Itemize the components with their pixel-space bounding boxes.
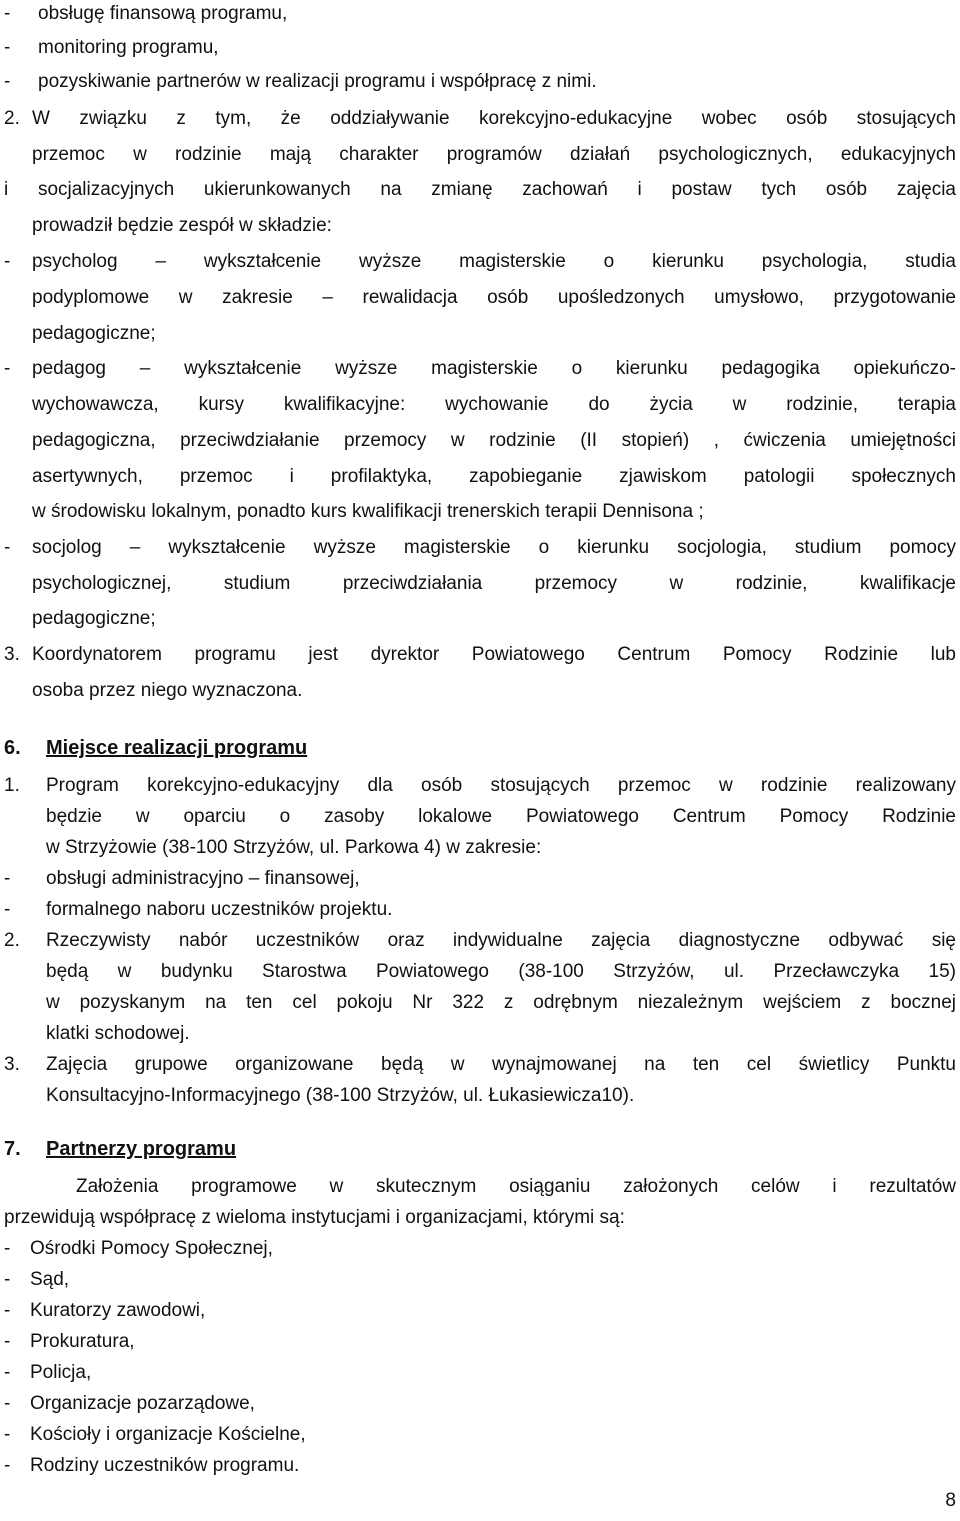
line-text: podyplomowe w zakresie – rewalidacja osób upośledzonych umysłowo, przygotowanie — [32, 287, 956, 308]
line-marker: 7. — [4, 1138, 21, 1160]
line-marker: 1. — [4, 775, 20, 796]
text-line — [0, 388, 960, 422]
text-line — [0, 245, 960, 279]
text-line — [0, 1048, 960, 1082]
line-text: Założenia programowe w skutecznym osiąganiu założonych celów i rezultatów — [76, 1176, 956, 1197]
text-line — [0, 1017, 960, 1051]
line-marker: - — [4, 537, 11, 558]
line-text: przemoc w rodzinie mają charakter programów działań psychologicznych, edukacyjnych — [32, 144, 956, 165]
text-line — [0, 281, 960, 315]
text-line — [0, 317, 960, 351]
line-text: Rzeczywisty nabór uczestników oraz indywidualne zajęcia diagnostyczne odbywać się — [46, 930, 956, 951]
text-line — [0, 102, 960, 136]
page-number: 8 — [945, 1490, 956, 1511]
line-text: osoba przez niego wyznaczona. — [32, 680, 303, 701]
line-marker: 3. — [4, 644, 20, 665]
line-text: Koordynatorem programu jest dyrektor Powiatowego Centrum Pomocy Rodzinie lub — [32, 644, 956, 665]
line-text: wychowawcza, kursy kwalifikacyjne: wychowanie do życia w rodzinie, terapia — [32, 394, 956, 415]
text-line — [0, 1387, 960, 1421]
line-text: obsługę finansową programu, — [38, 3, 288, 24]
line-text: obsługi administracyjno – finansowej, — [46, 868, 360, 889]
line-marker: - — [4, 1362, 11, 1383]
line-text: Ośrodki Pomocy Społecznej, — [30, 1238, 273, 1259]
line-marker: 2. — [4, 930, 20, 951]
text-line — [0, 924, 960, 958]
text-line — [0, 0, 960, 31]
line-marker: - — [4, 1393, 11, 1414]
line-text: w pozyskanym na ten cel pokoju Nr 322 z odrębnym niezależnym wejściem z bocznej — [46, 992, 956, 1013]
line-text: Rodziny uczestników programu. — [30, 1455, 300, 1476]
line-marker: - — [4, 251, 11, 272]
text-line — [0, 531, 960, 565]
line-text: socjolog – wykształcenie wyższe magisterskie o kierunku socjologia, studium pomocy — [32, 537, 956, 558]
line-text: psychologicznej, studium przeciwdziałania przemocy w rodzinie, kwalifikacje — [32, 573, 956, 594]
line-marker: 6. — [4, 737, 21, 759]
text-line — [0, 567, 960, 601]
line-text: pedagogiczne; — [32, 608, 156, 629]
line-marker: 3. — [4, 1054, 20, 1075]
text-line — [0, 1232, 960, 1266]
line-text: formalnego naboru uczestników projektu. — [46, 899, 393, 920]
line-text: Program korekcyjno-edukacyjny dla osób stosujących przemoc w rodzinie realizowany — [46, 775, 956, 796]
line-text: monitoring programu, — [38, 37, 219, 58]
line-text: przewidują współpracę z wieloma instytucjami i organizacjami, którymi są: — [4, 1207, 625, 1228]
text-line — [0, 986, 960, 1020]
line-text: pedagogiczne; — [32, 323, 156, 344]
text-line — [0, 602, 960, 636]
line-text: W związku z tym, że oddziaływanie korekcyjno-edukacyjne wobec osób stosujących — [32, 108, 956, 129]
text-line — [0, 460, 960, 494]
line-marker: - — [4, 1300, 11, 1321]
line-marker: - — [4, 868, 11, 889]
line-text: będzie w oparciu o zasoby lokalowe Powiatowego Centrum Pomocy Rodzinie — [46, 806, 956, 827]
line-marker: - — [4, 1238, 11, 1259]
text-line — [0, 769, 960, 803]
line-text: Sąd, — [30, 1269, 70, 1290]
text-line — [0, 1449, 960, 1483]
line-text: pedagogiczna, przeciwdziałanie przemocy w rodzinie (II stopień) , ćwiczenia umiejętności — [32, 430, 956, 451]
line-text: Kuratorzy zawodowi, — [30, 1300, 206, 1321]
line-marker: 2. — [4, 108, 20, 129]
text-line — [0, 955, 960, 989]
line-text: Organizacje pozarządowe, — [30, 1393, 255, 1414]
line-text: klatki schodowej. — [46, 1023, 190, 1044]
line-marker: - — [4, 3, 11, 24]
line-text: będą w budynku Starostwa Powiatowego (38-100 Strzyżów, ul. Przecławczyka 15) — [46, 961, 956, 982]
line-marker: - — [4, 1424, 11, 1445]
text-line — [0, 893, 960, 927]
section-heading — [0, 1132, 960, 1166]
line-text: w środowisku lokalnym, ponadto kurs kwalifikacji trenerskich terapii Dennisona ; — [32, 501, 704, 522]
text-line — [0, 1356, 960, 1390]
line-marker: - — [4, 71, 11, 92]
heading-text: Miejsce realizacji programu — [46, 737, 308, 759]
text-line — [0, 1263, 960, 1297]
text-line — [0, 831, 960, 865]
line-text: w Strzyżowie (38-100 Strzyżów, ul. Parkowa 4) w zakresie: — [46, 837, 542, 858]
line-marker: - — [4, 358, 11, 379]
text-line — [0, 1201, 960, 1235]
line-marker: - — [4, 1455, 11, 1476]
line-text: Konsultacyjno-Informacyjnego (38-100 Strzyżów, ul. Łukasiewicza10). — [46, 1085, 635, 1106]
text-line — [0, 862, 960, 896]
text-line — [0, 1294, 960, 1328]
line-text: Kościoły i organizacje Kościelne, — [30, 1424, 306, 1445]
text-line — [0, 209, 960, 243]
section-heading — [0, 731, 960, 765]
text-line — [0, 638, 960, 672]
text-line — [0, 1325, 960, 1359]
line-text: prowadził będzie zespół w składzie: — [32, 215, 332, 236]
line-text: pozyskiwanie partnerów w realizacji programu i współpracę z nimi. — [38, 71, 597, 92]
text-line — [0, 1170, 960, 1204]
line-text: pedagog – wykształcenie wyższe magisterskie o kierunku pedagogika opiekuńczo- — [32, 358, 956, 379]
text-line — [0, 1079, 960, 1113]
line-text: Zajęcia grupowe organizowane będą w wynajmowanej na ten cel świetlicy Punktu — [46, 1054, 956, 1075]
text-line — [0, 1418, 960, 1452]
line-marker: - — [4, 37, 11, 58]
text-line — [0, 352, 960, 386]
line-text: asertywnych, przemoc i profilaktyka, zapobieganie zjawiskom patologii społecznych — [32, 466, 956, 487]
text-line — [0, 424, 960, 458]
line-marker: - — [4, 1331, 11, 1352]
text-line — [0, 65, 960, 99]
text-line — [0, 31, 960, 65]
line-text: Prokuratura, — [30, 1331, 135, 1352]
text-line — [0, 674, 960, 708]
line-text: psycholog – wykształcenie wyższe magisterskie o kierunku psychologia, studia — [32, 251, 956, 272]
text-line — [0, 173, 960, 207]
line-text: Policja, — [30, 1362, 92, 1383]
line-marker: - — [4, 899, 11, 920]
heading-text: Partnerzy programu — [46, 1138, 237, 1160]
text-line — [0, 495, 960, 529]
text-line — [0, 138, 960, 172]
text-line — [0, 800, 960, 834]
line-text: i socjalizacyjnych ukierunkowanych na zmianę zachowań i postaw tych osób zajęcia — [4, 179, 956, 200]
line-marker: - — [4, 1269, 11, 1290]
